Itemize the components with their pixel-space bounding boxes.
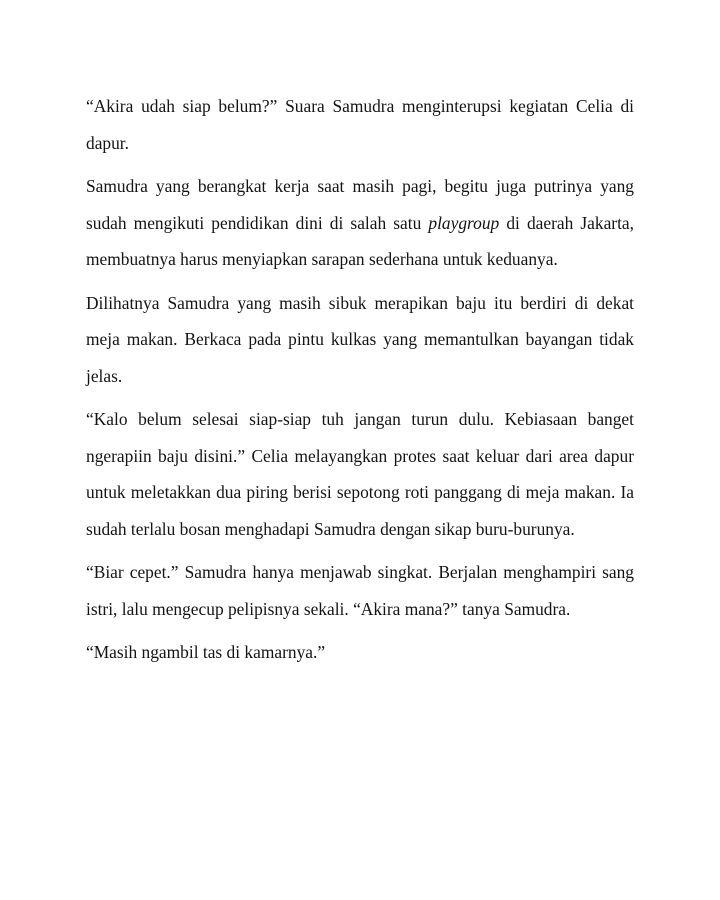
- paragraph-text: “Biar cepet.” Samudra hanya menjawab singkat. Berjalan menghampiri sang istri, lalu mengecup pelipisnya sekali. “Akira mana?” tanya Samudra.: [86, 562, 634, 619]
- story-text: [86, 88, 634, 671]
- paragraph-text: Samudra yang berangkat kerja saat masih pagi, begitu juga putrinya yang sudah mengikuti pendidikan dini di salah satu: [86, 176, 634, 233]
- paragraph-6: [86, 634, 634, 671]
- paragraph-2: [86, 168, 634, 278]
- paragraph-text: “Masih ngambil tas di kamarnya.”: [86, 642, 326, 662]
- paragraph-text: “Kalo belum selesai siap-siap tuh jangan turun dulu. Kebiasaan banget ngerapiin baju disini.” Celia melayangkan protes saat keluar dari area dapur untuk meletakkan dua piring berisi sepotong roti panggang di meja makan. Ia sudah terlalu bosan menghadapi Samudra dengan sikap buru-burunya.: [86, 409, 634, 539]
- paragraph-5: [86, 554, 634, 627]
- paragraph-text: Dilihatnya Samudra yang masih sibuk merapikan baju itu berdiri di dekat meja makan. Berkaca pada pintu kulkas yang memantulkan bayangan tidak jelas.: [86, 292, 634, 386]
- paragraph-3: [86, 285, 634, 395]
- paragraph-text: di daerah Jakarta, membuatnya harus menyiapkan sarapan sederhana untuk keduanya.: [86, 212, 634, 269]
- paragraph-text: “Akira udah siap belum?” Suara Samudra menginterupsi kegiatan Celia di dapur.: [86, 96, 634, 153]
- paragraph-4: [86, 401, 634, 547]
- italic-term: playgroup: [428, 212, 500, 233]
- paragraph-1: [86, 88, 634, 161]
